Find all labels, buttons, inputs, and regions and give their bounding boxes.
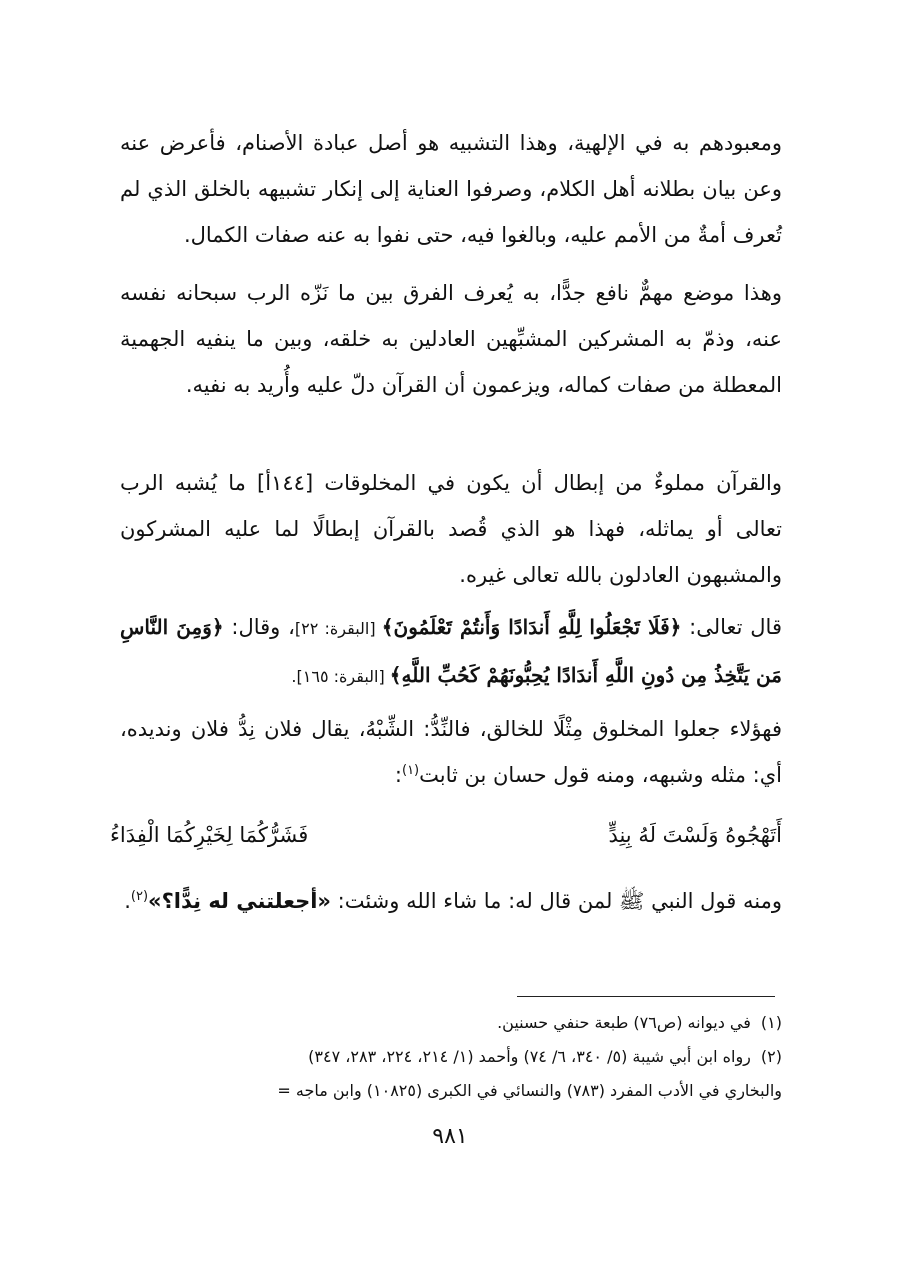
paragraph-text [120,878,782,924]
verse-reference-1: [البقرة: ٢٢] [294,619,382,638]
footnote-number: (٢) [760,1047,782,1066]
footnote-marker-2[interactable]: (٢) [130,889,149,904]
paragraph-body: فهؤلاء جعلوا المخلوق مِثْلًا للخالق، فالنِّدُّ: الشِّبْهُ، يقال فلان نِدُّ فلان ونديده، أي: مثله وشبهه، ومنه قول حسان بن ثابت [120,717,782,787]
poem-first-hemistich: أَتَهْجُوهُ وَلَسْتَ لَهُ بِنِدٍّ [608,823,782,847]
footnote-text: في ديوانه (ص٧٦) طبعة حنفي حسنين. [497,1013,751,1032]
paragraph-4-quran [120,604,782,700]
footnote-divider [517,996,775,997]
paragraph-3 [120,460,782,598]
page-number: ٩٨١ [432,1124,468,1149]
footnote-number: (١) [760,1013,782,1032]
paragraph-text [120,706,782,798]
paragraph-text: والقرآن مملوءٌ من إبطال أن يكون في المخلوقات [١٤٤أ] ما يُشبه الرب تعالى أو يماثله، فهذا هو الذي قُصد بالقرآن إبطالًا لما عليه المشركون والمشبهون العادلون بالله تعالى غيره. [120,471,782,587]
colon: : [394,763,402,787]
footnote-text: رواه ابن أبي شيبة (٥/ ٣٤٠، ٦/ ٧٤) وأحمد (١/ ٢١٤، ٢٢٤، ٢٨٣، ٣٤٧) [308,1047,751,1066]
footnote-2-continuation: والبخاري في الأدب المفرد (٧٨٣) والنسائي في الكبرى (١٠٨٢٥) وابن ماجه = [277,1081,782,1100]
paragraph-body: ومنه قول النبي ﷺ لمن قال له: ما شاء الله وشئت: [330,889,782,913]
connector-text: ، وقال: [223,615,295,639]
paragraph-6 [120,878,782,924]
footnote-marker-1[interactable]: (١) [401,763,420,778]
paragraph-text: وهذا موضع مهمٌّ نافع جدًّا، به يُعرف الفرق بين ما نَزّه الرب سبحانه نفسه عنه، وذمّ به المشركين المشبِّهين العادلين به خلقه، وبين ما ينفيه الجهمية المعطلة من صفات كماله، ويزعمون أن القرآن دلّ عليه وأُريد به نفيه. [120,281,782,397]
paragraph-2 [120,270,782,408]
footnotes-section [120,1006,782,1108]
intro-text: قال تعالى: [681,615,782,639]
poem-verse [110,812,782,858]
paragraph-1 [120,120,782,258]
footnote-1 [120,1006,782,1040]
verse-reference-2: [البقرة: ١٦٥]. [291,667,390,686]
period: . [124,889,131,913]
quran-verse-2: ﴿وَمِنَ النَّاسِ مَن يَتَّخِذُ مِن دُونِ اللَّهِ أَندَادًا يُحِبُّونَهُمْ كَحُبِّ اللَّهِ﴾ [120,615,782,687]
footnote-2 [120,1040,782,1074]
paragraph-text [120,604,782,700]
paragraph-5 [120,706,782,798]
poem-second-hemistich: فَشَرُّكُمَا لِخَيْرِكُمَا الْفِدَاءُ [110,823,309,847]
paragraph-text: ومعبودهم به في الإلهية، وهذا التشبيه هو أصل عبادة الأصنام، فأعرض عنه وعن بيان بطلانه أهل الكلام، وصرفوا العناية إلى إنكار تشبيهه بالخلق الذي لم تُعرف أمةٌ من الأمم عليه، وبالغوا فيه، حتى نفوا به عنه صفات الكمال. [120,131,782,247]
quran-verse-1: ﴿فَلَا تَجْعَلُوا لِلَّهِ أَندَادًا وَأَنتُمْ تَعْلَمُونَ﴾ [381,615,682,639]
hadith-quote: «أجعلتني له نِدًّا؟» [148,889,331,913]
